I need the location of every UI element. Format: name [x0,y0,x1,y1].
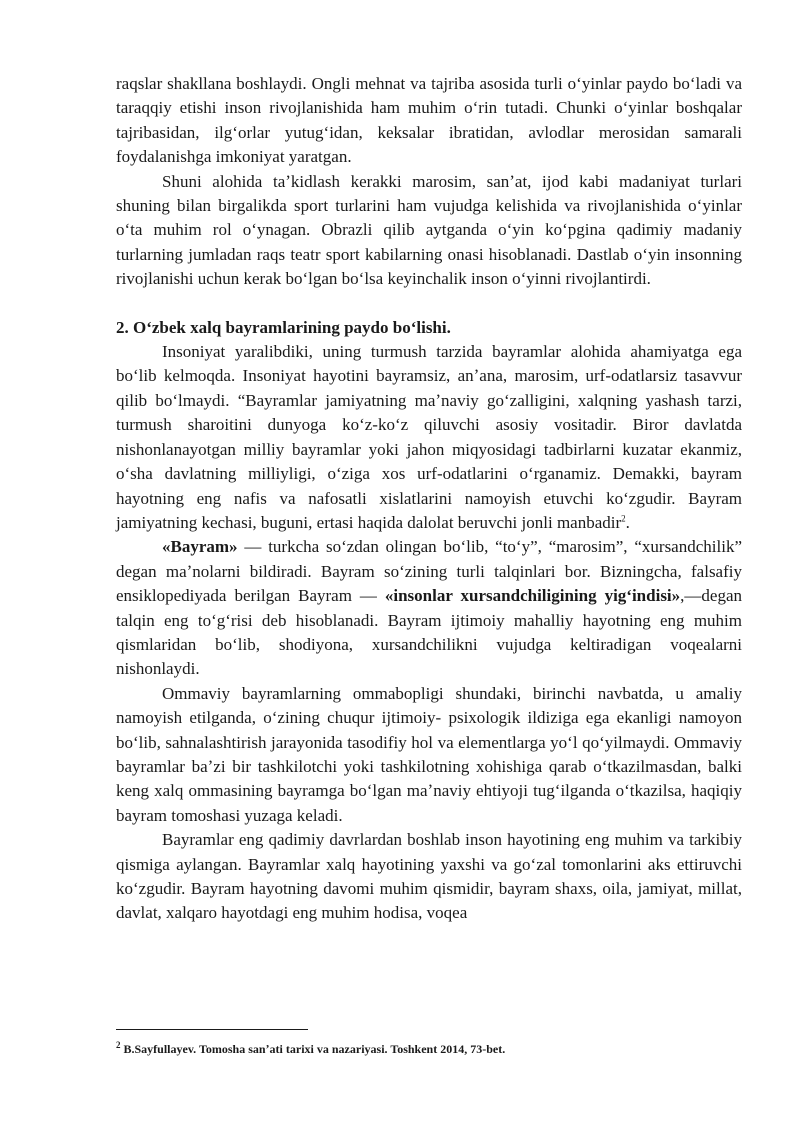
section-heading: 2. Oʻzbek xalq bayramlarining paydo boʻlishi. [116,317,451,337]
paragraph-4-text-1: — turkcha soʻzdan olingan boʻlib, “toʻy”, “marosim”, “xursandchilik” degan maʼnolarni bildiradi. Bayram soʻzining turli talqinlari bor. Bizningcha, falsafiy ensiklopediyada berilgan Bayram — [116,537,742,606]
paragraph-3-text: Insoniyat yaralibdiki, uning turmush tarzida bayramlar alohida ahamiyatga ega boʻlib kelmoqda. Insoniyat hayotini bayramsiz, anʼana, marosim, urf-odatlarsiz tasavvur qilib boʻlmaydi. “Bayramlar jamiyatning maʼnaviy goʻzalligini, xalqning yashash tarzi, turmush sharoitini dunyoga koʻz-koʻz qiluvchi asosiy vositadir. Biror davlatda nishonlanayotgan milliy bayramlar yoki jahon miqyosidagi tadbirlarni kuzatar ekanmiz, oʻsha davlatning milliyligi, oʻziga xos urf-odatlarini oʻrganamiz. Demakki, bayram hayotning eng nafis va nafosatli xislatlarini namoyish etuvchi koʻzgudir. Bayram jamiyatning kechasi, buguni, ertasi haqida dalolat beruvchi jonli manbadir [116,342,742,532]
footnote-divider [116,1029,308,1030]
paragraph-4 [116,535,742,681]
paragraph-6: Bayramlar eng qadimiy davrlardan boshlab inson hayotining eng muhim va tarkibiy qismiga aylangan. Bayramlar xalq hayotining yaxshi va goʻzal tomonlarini aks ettiruvchi koʻzgudir. Bayram hayotning davomi muhim qismidir, bayram shaxs, oila, jamiyat, millat, davlat, xalqaro hayotdagi eng muhim hodisa, voqea [116,830,742,923]
footnote-number: 2 [116,1040,121,1050]
paragraph-3 [116,340,742,535]
paragraph-1: raqslar shakllana boshlaydi. Ongli mehnat va tajriba asosida turli oʻyinlar paydo boʻladi va taraqqiy etishi inson rivojlanishida ham muhim oʻrin tutadi. Chunki oʻyinlar boshqalar tajribasidan, ilgʻorlar yutugʻidan, keksalar ibratidan, avlodlar merosidan samarali foydalanishga imkoniyat yaratgan. [116,74,742,167]
footnote [116,1041,742,1057]
footnote-reference: 2 [621,513,626,524]
bayram-term: «Bayram» [162,537,238,557]
paragraph-4-text-2: ,—degan talqin eng toʻgʻrisi deb hisoblanadi. Bayram ijtimoiy mahalliy hayotning eng muhim qismlaridan boʻlib, shodiyona, xursandchilikni vujudga keltiradigan voqealarni nishonlaydi. [116,586,742,679]
paragraph-3-end: . [625,512,630,532]
paragraph-5: Ommaviy bayramlarning ommabopligi shundaki, birinchi navbatda, u amaliy namoyish etilganda, oʻzining chuqur ijtimoiy- psixologik ildiziga ega ekanligi namoyon boʻlib, sahnalashtirish jarayonida tasodifiy hol va elementlarga yoʻl qoʻyilmaydi. Ommaviy bayramlar baʼzi bir tashkilotchi yoki tashkilotning xohishiga qarab oʻtkazilmasdan, balki keng xalq ommasining bayramga boʻlgan maʼnaviy ehtiyoji tugʻilganda oʻtkazilsa, haqiqiy bayram tomoshasi yuzaga keladi. [116,683,742,825]
paragraph-2: Shuni alohida taʼkidlash kerakki marosim, sanʼat, ijod kabi madaniyat turlari shuning bilan birgalikda sport turlarini ham vujudga kelishida va rivojlanishida oʻyinlar oʻta muhim rol oʻynagan. Obrazli qilib aytganda oʻyin koʻpgina qadimiy madaniy turlarning jumladan raqs teatr sport kabilarning onasi hisoblanadi. Dastlab oʻyin insonning rivojlanishi uchun kerak boʻlgan boʻlsa keyinchalik inson oʻyinni rivojlantirdi. [116,171,742,289]
blank-line [116,292,742,316]
footnote-text: B.Sayfullayev. Tomosha sanʼati tarixi va nazariyasi. Toshkent 2014, 73-bet. [120,1042,506,1056]
definition-term: «insonlar xursandchiligining yigʻindisi» [384,586,681,606]
page-body [116,72,742,926]
